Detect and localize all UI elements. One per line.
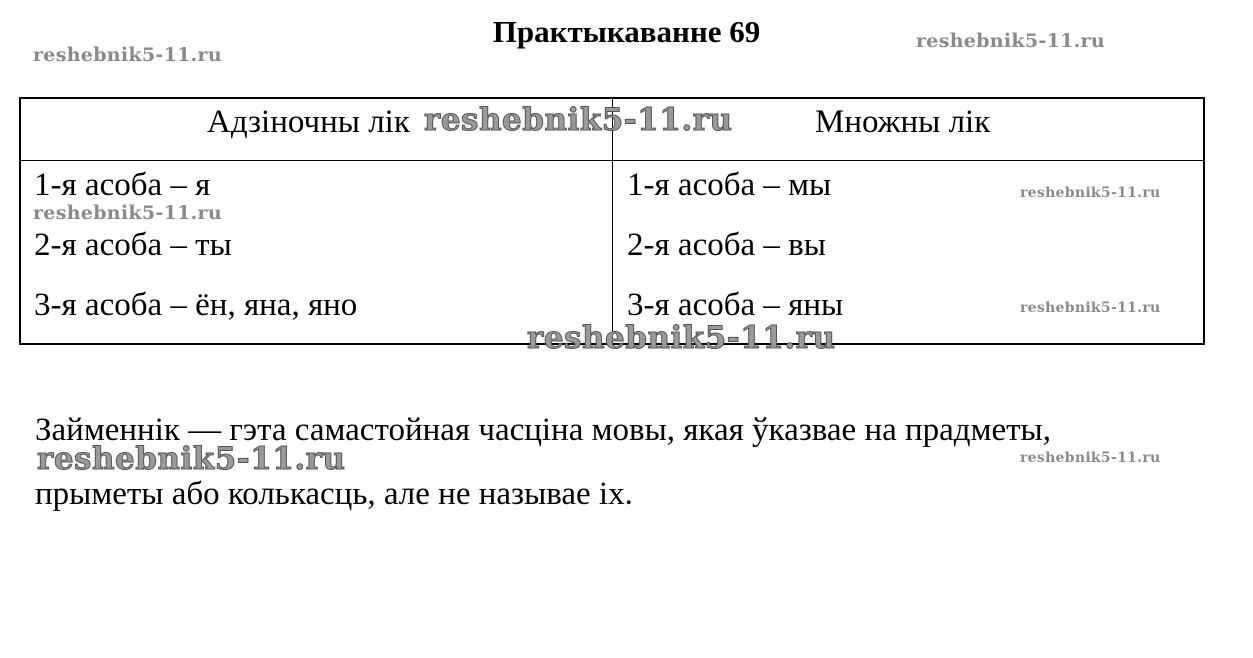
definition-line-2: прыметы або колькасць, але не называе іх. [35, 476, 633, 512]
watermark: reshebnik5-11.ru [37, 441, 346, 477]
watermark: reshebnik5-11.ru [916, 30, 1105, 52]
header-plural: Множны лік [815, 104, 991, 140]
watermark: reshebnik5-11.ru [424, 102, 733, 138]
header-singular: Адзіночны лік [207, 104, 410, 140]
watermark: reshebnik5-11.ru [1020, 450, 1161, 466]
plural-first-person: 1-я асоба – мы [627, 167, 832, 203]
page-title: Практыкаванне 69 [492, 14, 761, 49]
singular-first-person: 1-я асоба – я [34, 167, 211, 203]
watermark: reshebnik5-11.ru [1020, 300, 1161, 316]
watermark: reshebnik5-11.ru [33, 44, 222, 66]
watermark: reshebnik5-11.ru [527, 320, 836, 356]
watermark: reshebnik5-11.ru [33, 202, 222, 224]
singular-third-person: 3-я асоба – ён, яна, яно [34, 287, 358, 323]
plural-second-person: 2-я асоба – вы [627, 227, 826, 263]
plural-third-person: 3-я асоба – яны [627, 287, 844, 323]
singular-second-person: 2-я асоба – ты [34, 227, 232, 263]
watermark: reshebnik5-11.ru [1020, 185, 1161, 201]
definition-line-1: Займеннік — гэта самастойная часціна мовы, якая ўказвае на прадметы, [35, 412, 1051, 448]
